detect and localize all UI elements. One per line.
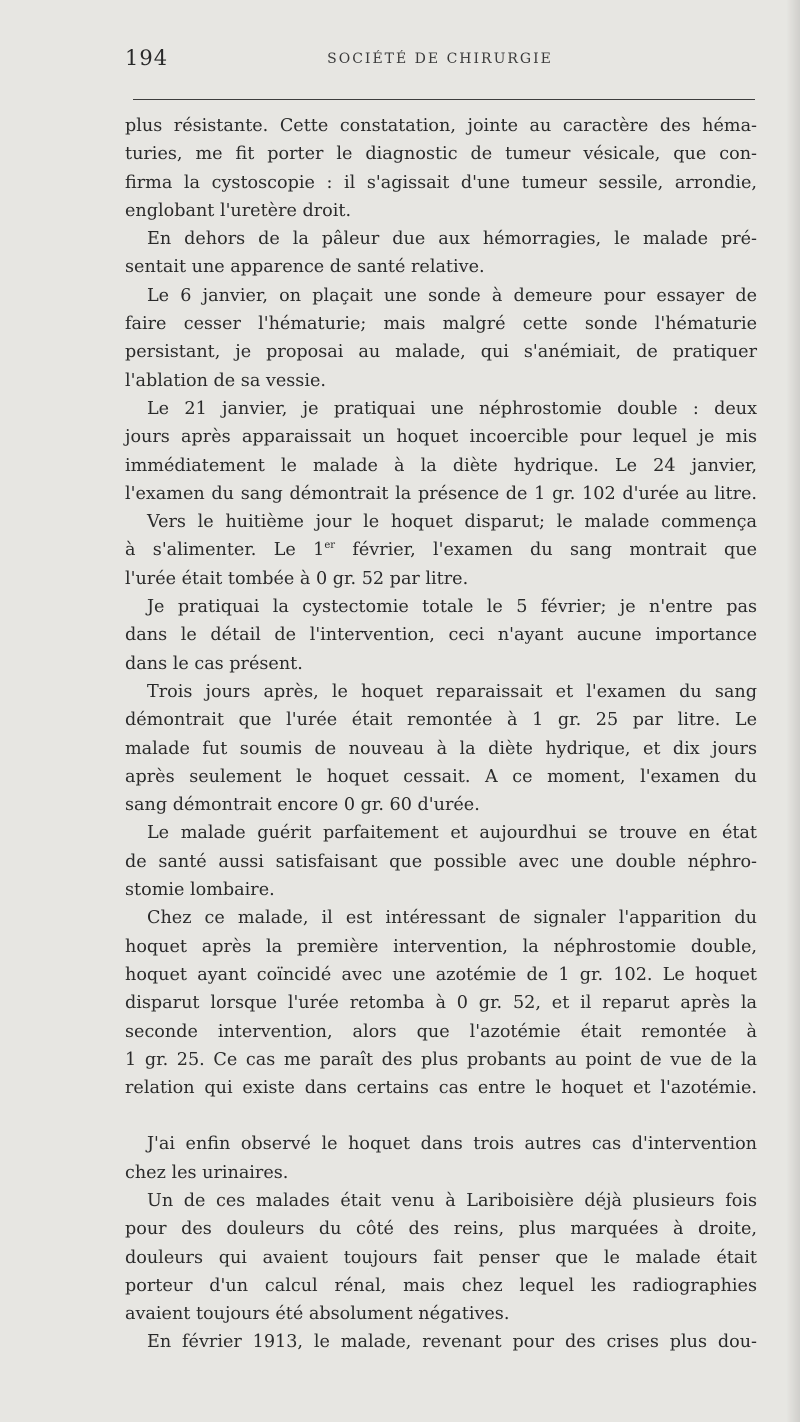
text-line: dans le cas présent. [125, 653, 303, 674]
text-line: dans le détail de l'intervention, ceci n'ayant aucune importance [125, 625, 757, 646]
text-line: persistant, je proposai au malade, qui s'anémiait, de pratiquer [125, 342, 757, 363]
text-line: seconde intervention, alors que l'azotémie était remontée à [125, 1021, 757, 1042]
text-line: l'examen du sang démontrait la présence de 1 gr. 102 d'urée au litre. [125, 483, 757, 504]
text-fragment: février, l'examen du sang montrait que [335, 540, 757, 561]
text-line: Le malade guérit parfaitement et aujourdhui se trouve en état [147, 823, 757, 844]
text-line: hoquet après la première intervention, la néphrostomie double, [125, 936, 757, 957]
superscript: er [324, 540, 336, 552]
text-line: sentait une apparence de santé relative. [125, 257, 485, 278]
text-line: après seulement le hoquet cessait. A ce moment, l'examen du [125, 766, 757, 787]
page-header [125, 46, 755, 76]
running-title: SOCIÉTÉ DE CHIRURGIE [327, 51, 553, 67]
text-line: Je pratiquai la cystectomie totale le 5 février; je n'entre pas [147, 597, 757, 618]
text-line: firma la cystoscopie : il s'agissait d'une tumeur sessile, arrondie, [125, 172, 757, 193]
text-line: disparut lorsque l'urée retomba à 0 gr. 52, et il reparut après la [125, 993, 757, 1014]
text-line: Vers le huitième jour le hoquet disparut; le malade commença [147, 512, 757, 533]
text-line: englobant l'uretère droit. [125, 200, 352, 221]
text-line: plus résistante. Cette constatation, jointe au caractère des héma- [125, 116, 757, 136]
text-line: malade fut soumis de nouveau à la diète hydrique, et dix jours [125, 738, 757, 759]
text-line: hoquet ayant coïncidé avec une azotémie de 1 gr. 102. Le hoquet [125, 964, 757, 985]
text-line: En dehors de la pâleur due aux hémorragies, le malade pré- [147, 229, 757, 250]
text-line: 1 gr. 25. Ce cas me paraît des plus probants au point de vue de la [125, 1049, 757, 1070]
text-fragment: à s'alimenter. Le 1 [125, 540, 325, 561]
text-line-with-superscript [125, 536, 757, 564]
text-line: démontrait que l'urée était remontée à 1 gr. 25 par litre. Le [125, 710, 757, 731]
text-line: douleurs qui avaient toujours fait penser que le malade était [125, 1247, 757, 1268]
text-line: l'ablation de sa vessie. [125, 370, 326, 391]
text-line: Un de ces malades était venu à Lariboisière déjà plusieurs fois [147, 1190, 757, 1211]
header-rule [133, 99, 755, 100]
text-line: Chez ce malade, il est intéressant de signaler l'apparition du [147, 908, 757, 929]
page-number: 194 [125, 46, 169, 70]
text-line: faire cesser l'hématurie; mais malgré cette sonde l'hématurie [125, 314, 757, 335]
text-line: immédiatement le malade à la diète hydrique. Le 24 janvier, [125, 455, 757, 476]
text-line: stomie lombaire. [125, 880, 275, 901]
page-edge-shadow [786, 0, 800, 1422]
text-line: porteur d'un calcul rénal, mais chez lequel les radiographies [125, 1275, 757, 1296]
text-line: pour des douleurs du côté des reins, plus marquées à droite, [125, 1219, 757, 1240]
text-line: sang démontrait encore 0 gr. 60 d'urée. [125, 795, 480, 816]
text-line: avaient toujours été absolument négatives. [125, 1304, 510, 1325]
text-line: J'ai enfin observé le hoquet dans trois autres cas d'intervention [147, 1134, 757, 1155]
text-line: Le 6 janvier, on plaçait une sonde à demeure pour essayer de [147, 285, 757, 306]
text-line: Le 21 janvier, je pratiquai une néphrostomie double : deux [147, 398, 757, 419]
text-line: Trois jours après, le hoquet reparaissait et l'examen du sang [147, 681, 757, 702]
text-line: chez les urinaires. [125, 1162, 289, 1183]
text-line: turies, me fit porter le diagnostic de tumeur vésicale, que con- [125, 144, 757, 165]
text-line: relation qui existe dans certains cas entre le hoquet et l'azotémie. [125, 1078, 757, 1099]
text-line: l'urée était tombée à 0 gr. 52 par litre. [125, 568, 469, 589]
text-line: de santé aussi satisfaisant que possible avec une double néphro- [125, 851, 757, 872]
text-line: jours après apparaissait un hoquet incoercible pour lequel je mis [125, 427, 757, 448]
body-text [125, 112, 757, 1357]
paragraph-gap [125, 1102, 757, 1130]
text-line: En février 1913, le malade, revenant pour des crises plus dou- [147, 1332, 757, 1353]
